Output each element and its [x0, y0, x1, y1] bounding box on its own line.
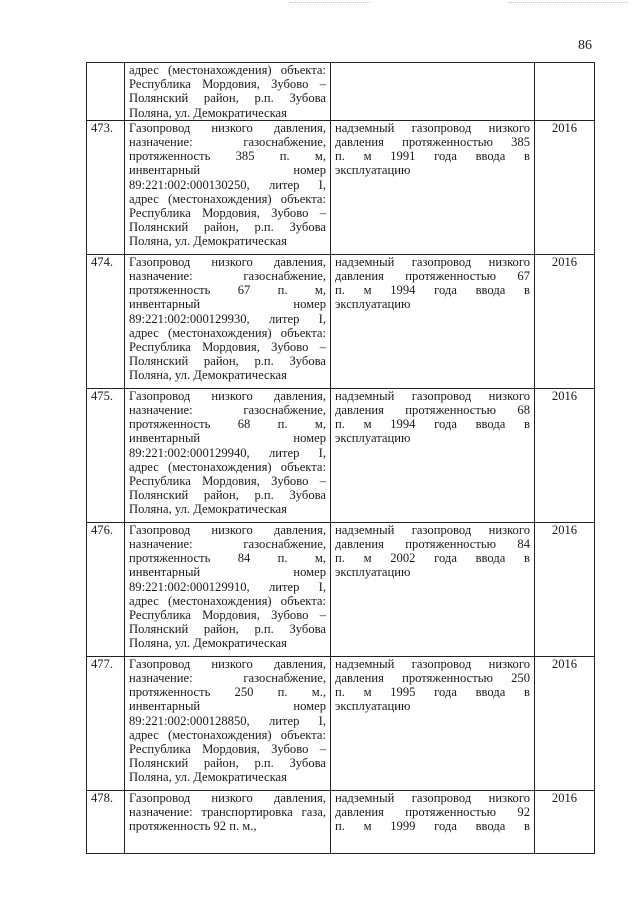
description-line: 89:221:002:000129910, литер I, [129, 579, 326, 594]
characteristics-line: давления протяженностью 84 [335, 537, 530, 552]
description-line: Поляна, ул. Демократическая [129, 636, 287, 651]
property-registry-table [86, 62, 595, 854]
object-characteristics-cell [331, 254, 535, 388]
characteristics-line: эксплуатацию [335, 297, 411, 312]
description-line: протяженность 67 п. м, [129, 283, 326, 298]
characteristics-line: надземный газопровод низкого [335, 120, 530, 135]
description-line: инвентарный номер [129, 699, 326, 714]
characteristics-line: надземный газопровод низкого [335, 388, 530, 403]
description-line: адрес (местонахождения) объекта: [129, 593, 326, 608]
year-cell: 2016 [535, 388, 595, 522]
characteristics-line: давления протяженностью 250 [335, 671, 530, 686]
description-line: адрес (местонахождения) объекта: [129, 727, 326, 742]
object-description-cell [125, 790, 331, 853]
description-line: адрес (местонахождения) объекта: [129, 459, 326, 474]
description-line: инвентарный номер [129, 297, 326, 312]
characteristics-line: надземный газопровод низкого [335, 656, 530, 671]
characteristics-line: эксплуатацию [335, 699, 411, 714]
characteristics-line: давления протяженностью 67 [335, 269, 530, 284]
description-line: назначение: газоснабжение, [129, 671, 326, 686]
description-line: протяженность 250 п. м., [129, 685, 326, 700]
description-line: назначение: транспортировка газа, [129, 805, 326, 820]
description-line: Полянский район, р.п. Зубова [129, 622, 326, 637]
object-description-cell [125, 522, 331, 656]
row-number-cell: 473. [87, 120, 125, 254]
description-line: инвентарный номер [129, 565, 326, 580]
page-number: 86 [578, 38, 592, 53]
description-line: адрес (местонахождения) объекта: [129, 191, 326, 206]
characteristics-line: п. м 2002 года ввода в [335, 551, 530, 566]
description-line: Республика Мордовия, Зубово – [129, 340, 326, 355]
description-line: Поляна, ул. Демократическая [129, 502, 287, 517]
description-line: инвентарный номер [129, 431, 326, 446]
table-row [87, 63, 595, 121]
table-row [87, 790, 595, 853]
description-line: Поляна, ул. Демократическая [129, 105, 287, 120]
description-line: адрес (местонахождения) объекта: [129, 63, 326, 77]
description-line: Газопровод низкого давления, [129, 120, 326, 135]
registry-table-body [87, 63, 595, 854]
row-number-cell: 474. [87, 254, 125, 388]
description-line: Республика Мордовия, Зубово – [129, 742, 326, 757]
object-characteristics-cell [331, 790, 535, 853]
year-cell [535, 63, 595, 121]
year-cell: 2016 [535, 120, 595, 254]
characteristics-line: надземный газопровод низкого [335, 790, 530, 805]
row-number-cell [87, 63, 125, 121]
year-cell: 2016 [535, 254, 595, 388]
characteristics-line: давления протяженностью 92 [335, 805, 530, 820]
object-description-cell [125, 63, 331, 121]
description-line: 89:221:002:000129940, литер I, [129, 445, 326, 460]
year-cell: 2016 [535, 522, 595, 656]
description-line: 89:221:002:000130250, литер I, [129, 177, 326, 192]
object-characteristics-cell [331, 63, 535, 121]
object-description-cell [125, 120, 331, 254]
object-characteristics-cell [331, 656, 535, 790]
description-line: Полянский район, р.п. Зубова [129, 220, 326, 235]
description-line: протяженность 92 п. м., [129, 819, 257, 834]
description-line: инвентарный номер [129, 163, 326, 178]
description-line: 89:221:002:000128850, литер I, [129, 713, 326, 728]
object-characteristics-cell [331, 388, 535, 522]
description-line: Республика Мордовия, Зубово – [129, 77, 326, 92]
characteristics-line: п. м 1995 года ввода в [335, 685, 530, 700]
object-description-cell [125, 656, 331, 790]
table-row [87, 120, 595, 254]
row-number-cell: 478. [87, 790, 125, 853]
description-line: Поляна, ул. Демократическая [129, 368, 287, 383]
description-line: назначение: газоснабжение, [129, 135, 326, 150]
characteristics-line: эксплуатацию [335, 565, 411, 580]
description-line: протяженность 84 п. м, [129, 551, 326, 566]
table-row [87, 522, 595, 656]
description-line: Поляна, ул. Демократическая [129, 234, 287, 249]
description-line: протяженность 385 п. м, [129, 149, 326, 164]
characteristics-line: давления протяженностью 68 [335, 403, 530, 418]
table-row [87, 656, 595, 790]
row-number-cell: 476. [87, 522, 125, 656]
description-line: Газопровод низкого давления, [129, 790, 326, 805]
description-line: Газопровод низкого давления, [129, 388, 326, 403]
year-cell: 2016 [535, 656, 595, 790]
characteristics-line: п. м 1994 года ввода в [335, 417, 530, 432]
description-line: Республика Мордовия, Зубово – [129, 206, 326, 221]
characteristics-line: п. м 1991 года ввода в [335, 149, 530, 164]
characteristics-line: п. м 1994 года ввода в [335, 283, 530, 298]
characteristics-line: п. м 1999 года ввода в [335, 819, 530, 834]
description-line: Полянский район, р.п. Зубова [129, 91, 326, 106]
description-line: Газопровод низкого давления, [129, 254, 326, 269]
object-characteristics-cell [331, 522, 535, 656]
description-line: назначение: газоснабжение, [129, 537, 326, 552]
scan-artifact-top-center [290, 2, 370, 6]
characteristics-line: эксплуатацию [335, 163, 411, 178]
description-line: назначение: газоснабжение, [129, 269, 326, 284]
description-line: Полянский район, р.п. Зубова [129, 488, 326, 503]
table-row [87, 254, 595, 388]
description-line: 89:221:002:000129930, литер I, [129, 311, 326, 326]
characteristics-line: надземный газопровод низкого [335, 254, 530, 269]
description-line: Полянский район, р.п. Зубова [129, 756, 326, 771]
description-line: Поляна, ул. Демократическая [129, 770, 287, 785]
description-line: Полянский район, р.п. Зубова [129, 354, 326, 369]
row-number-cell: 475. [87, 388, 125, 522]
object-description-cell [125, 254, 331, 388]
description-line: назначение: газоснабжение, [129, 403, 326, 418]
description-line: Республика Мордовия, Зубово – [129, 474, 326, 489]
object-description-cell [125, 388, 331, 522]
characteristics-line: давления протяженностью 385 [335, 135, 530, 150]
characteristics-line: эксплуатацию [335, 431, 411, 446]
year-cell: 2016 [535, 790, 595, 853]
object-characteristics-cell [331, 120, 535, 254]
characteristics-line: надземный газопровод низкого [335, 522, 530, 537]
row-number-cell: 477. [87, 656, 125, 790]
description-line: Газопровод низкого давления, [129, 656, 326, 671]
description-line: адрес (местонахождения) объекта: [129, 325, 326, 340]
table-row [87, 388, 595, 522]
description-line: Республика Мордовия, Зубово – [129, 608, 326, 623]
description-line: протяженность 68 п. м, [129, 417, 326, 432]
scan-artifact-top-right [508, 2, 628, 6]
description-line: Газопровод низкого давления, [129, 522, 326, 537]
